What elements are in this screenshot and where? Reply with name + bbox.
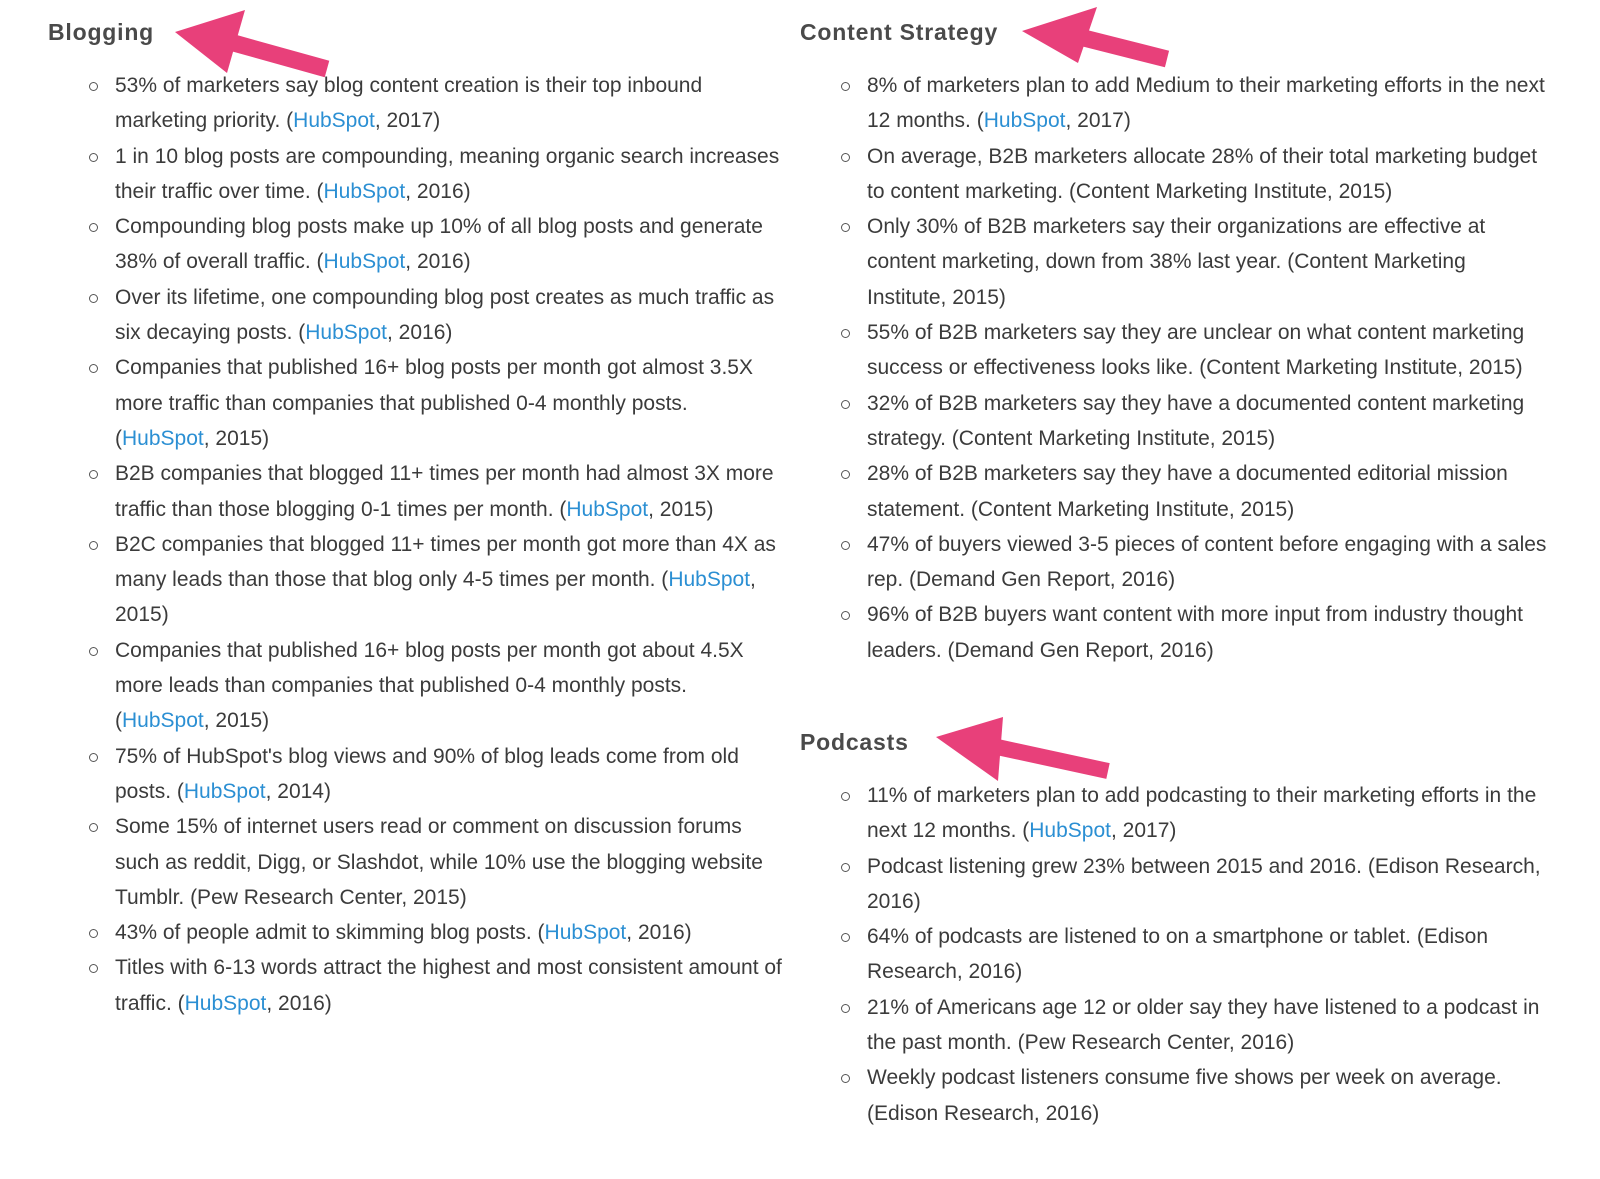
stat-item <box>115 527 783 633</box>
stat-text: 53% of marketers say blog content creation is their top inbound marketing priority. ( <box>115 74 703 133</box>
stat-citation-year: , 2015) <box>203 426 270 450</box>
stat-citation-year: , 2017) <box>374 109 441 133</box>
stat-text: B2B companies that blogged 11+ times per month had almost 3X more traffic than those blogging 0-1 times per month. ( <box>115 462 774 521</box>
stat-text: 64% of podcasts are listened to on a smartphone or tablet. (Edison Research, 2016) <box>867 925 1489 984</box>
stat-text: 28% of B2B marketers say they have a documented editorial mission statement. (Content Marketing Institute, 2015) <box>867 462 1508 521</box>
stat-text: 21% of Americans age 12 or older say they have listened to a podcast in the past month. (Pew Research Center, 2016) <box>867 995 1540 1055</box>
source-link[interactable]: HubSpot <box>1029 819 1111 843</box>
stat-text: 1 in 10 blog posts are compounding, meaning organic search increases their traffic over time. ( <box>115 144 780 203</box>
stat-item <box>115 350 783 456</box>
source-link[interactable]: HubSpot <box>668 568 751 592</box>
stat-citation-year: , 2017) <box>1065 109 1131 133</box>
stat-text: 43% of people admit to skimming blog posts. ( <box>115 921 545 945</box>
blogging-stats-list <box>115 68 783 1021</box>
stat-text: 32% of B2B marketers say they have a documented content marketing strategy. (Content Marketing Institute, 2015) <box>867 391 1525 450</box>
stat-item <box>115 633 783 739</box>
stat-text: On average, B2B marketers allocate 28% of their total marketing budget to content marketing. (Content Marketing Institute, 2015) <box>867 144 1538 203</box>
source-link[interactable]: HubSpot <box>323 250 406 274</box>
stat-item <box>867 315 1549 386</box>
source-link[interactable]: HubSpot <box>566 497 649 521</box>
blogging-heading: Blogging <box>48 19 155 45</box>
stat-item <box>867 139 1549 210</box>
source-link[interactable]: HubSpot <box>122 709 204 733</box>
stat-text: B2C companies that blogged 11+ times per month got more than 4X as many leads than those that blog only 4-5 times per month. ( <box>115 532 776 592</box>
stat-text: 11% of marketers plan to add podcasting to their marketing efforts in the next 12 months. ( <box>867 784 1537 843</box>
stat-item <box>867 919 1549 990</box>
stat-text: Only 30% of B2B marketers say their organizations are effective at content marketing, down from 38% last year. (Content Marketing Institute, 2015) <box>867 215 1486 309</box>
content-strategy-heading: Content Strategy <box>800 19 999 45</box>
source-link[interactable]: HubSpot <box>323 179 406 203</box>
stat-item <box>867 527 1549 598</box>
stat-citation-year: , 2016) <box>387 321 453 345</box>
stat-citation-year: , 2014) <box>265 779 331 803</box>
stat-citation-year: , 2017) <box>1110 819 1177 843</box>
stat-citation-year: , 2016) <box>405 179 471 203</box>
stat-item <box>115 739 783 810</box>
stat-text: 8% of marketers plan to add Medium to their marketing efforts in the next 12 months. ( <box>867 74 1545 133</box>
stat-text: Some 15% of internet users read or comment on discussion forums such as reddit, Digg, or Slashdot, while 10% use the blogging website Tumblr. (Pew Research Center, 2015) <box>115 815 763 909</box>
stat-text: Compounding blog posts make up 10% of all blog posts and generate 38% of overall traffic. ( <box>115 215 763 274</box>
arrow-podcasts-icon <box>928 715 1118 790</box>
source-link[interactable]: HubSpot <box>183 779 266 803</box>
stat-text: Weekly podcast listeners consume five shows per week on average. (Edison Research, 2016) <box>867 1066 1502 1125</box>
stat-item <box>115 950 783 1021</box>
stat-item <box>867 386 1549 457</box>
stat-citation-year: , 2015) <box>648 497 714 521</box>
stat-text: 55% of B2B marketers say they are unclear on what content marketing success or effectiveness looks like. (Content Marketing Institute, 2015) <box>867 321 1525 380</box>
stat-item <box>867 849 1549 920</box>
stat-item <box>867 209 1549 315</box>
stat-item <box>115 280 783 351</box>
podcasts-heading: Podcasts <box>800 729 909 755</box>
stat-item <box>115 209 783 280</box>
stat-text: Podcast listening grew 23% between 2015 and 2016. (Edison Research, 2016) <box>867 854 1541 913</box>
source-link[interactable]: HubSpot <box>983 109 1066 133</box>
stat-citation-year: , 2016) <box>266 991 332 1015</box>
stat-text: 47% of buyers viewed 3-5 pieces of content before engaging with a sales rep. (Demand Gen Report, 2016) <box>867 532 1547 592</box>
stat-item <box>115 139 783 210</box>
stat-citation-year: , 2016) <box>626 921 692 945</box>
stat-citation-year: , 2016) <box>405 250 471 274</box>
stat-item <box>867 456 1549 527</box>
stat-text: 96% of B2B buyers want content with more input from industry thought leaders. (Demand Gen Report, 2016) <box>867 603 1524 662</box>
stat-text: Titles with 6-13 words attract the highest and most consistent amount of traffic. ( <box>115 956 782 1015</box>
stat-item <box>115 809 783 915</box>
arrow-content-strategy-icon <box>1012 3 1182 68</box>
source-link[interactable]: HubSpot <box>544 921 627 945</box>
arrow-blogging-icon <box>165 5 345 85</box>
stat-item <box>115 915 783 950</box>
podcasts-stats-list <box>867 778 1549 1131</box>
source-link[interactable]: HubSpot <box>293 109 375 133</box>
stat-text: 75% of HubSpot's blog views and 90% of blog leads come from old posts. ( <box>115 744 739 803</box>
stat-citation-year: , 2015) <box>115 568 756 627</box>
source-link[interactable]: HubSpot <box>305 321 387 345</box>
stat-item <box>867 68 1549 139</box>
stat-item <box>115 456 783 527</box>
stat-citation-year: , 2015) <box>203 709 270 733</box>
content-strategy-stats-list <box>867 68 1549 668</box>
stat-text: Over its lifetime, one compounding blog post creates as much traffic as six decaying posts. ( <box>115 285 775 345</box>
stat-text: Companies that published 16+ blog posts per month got about 4.5X more leads than companies that published 0-4 monthly posts. ( <box>115 638 744 733</box>
source-link[interactable]: HubSpot <box>122 426 204 450</box>
stat-item <box>867 1060 1549 1131</box>
stat-item <box>867 597 1549 668</box>
stat-text: Companies that published 16+ blog posts per month got almost 3.5X more traffic than companies that published 0-4 monthly posts. ( <box>115 356 753 450</box>
source-link[interactable]: HubSpot <box>184 991 267 1015</box>
stat-item <box>867 990 1549 1061</box>
